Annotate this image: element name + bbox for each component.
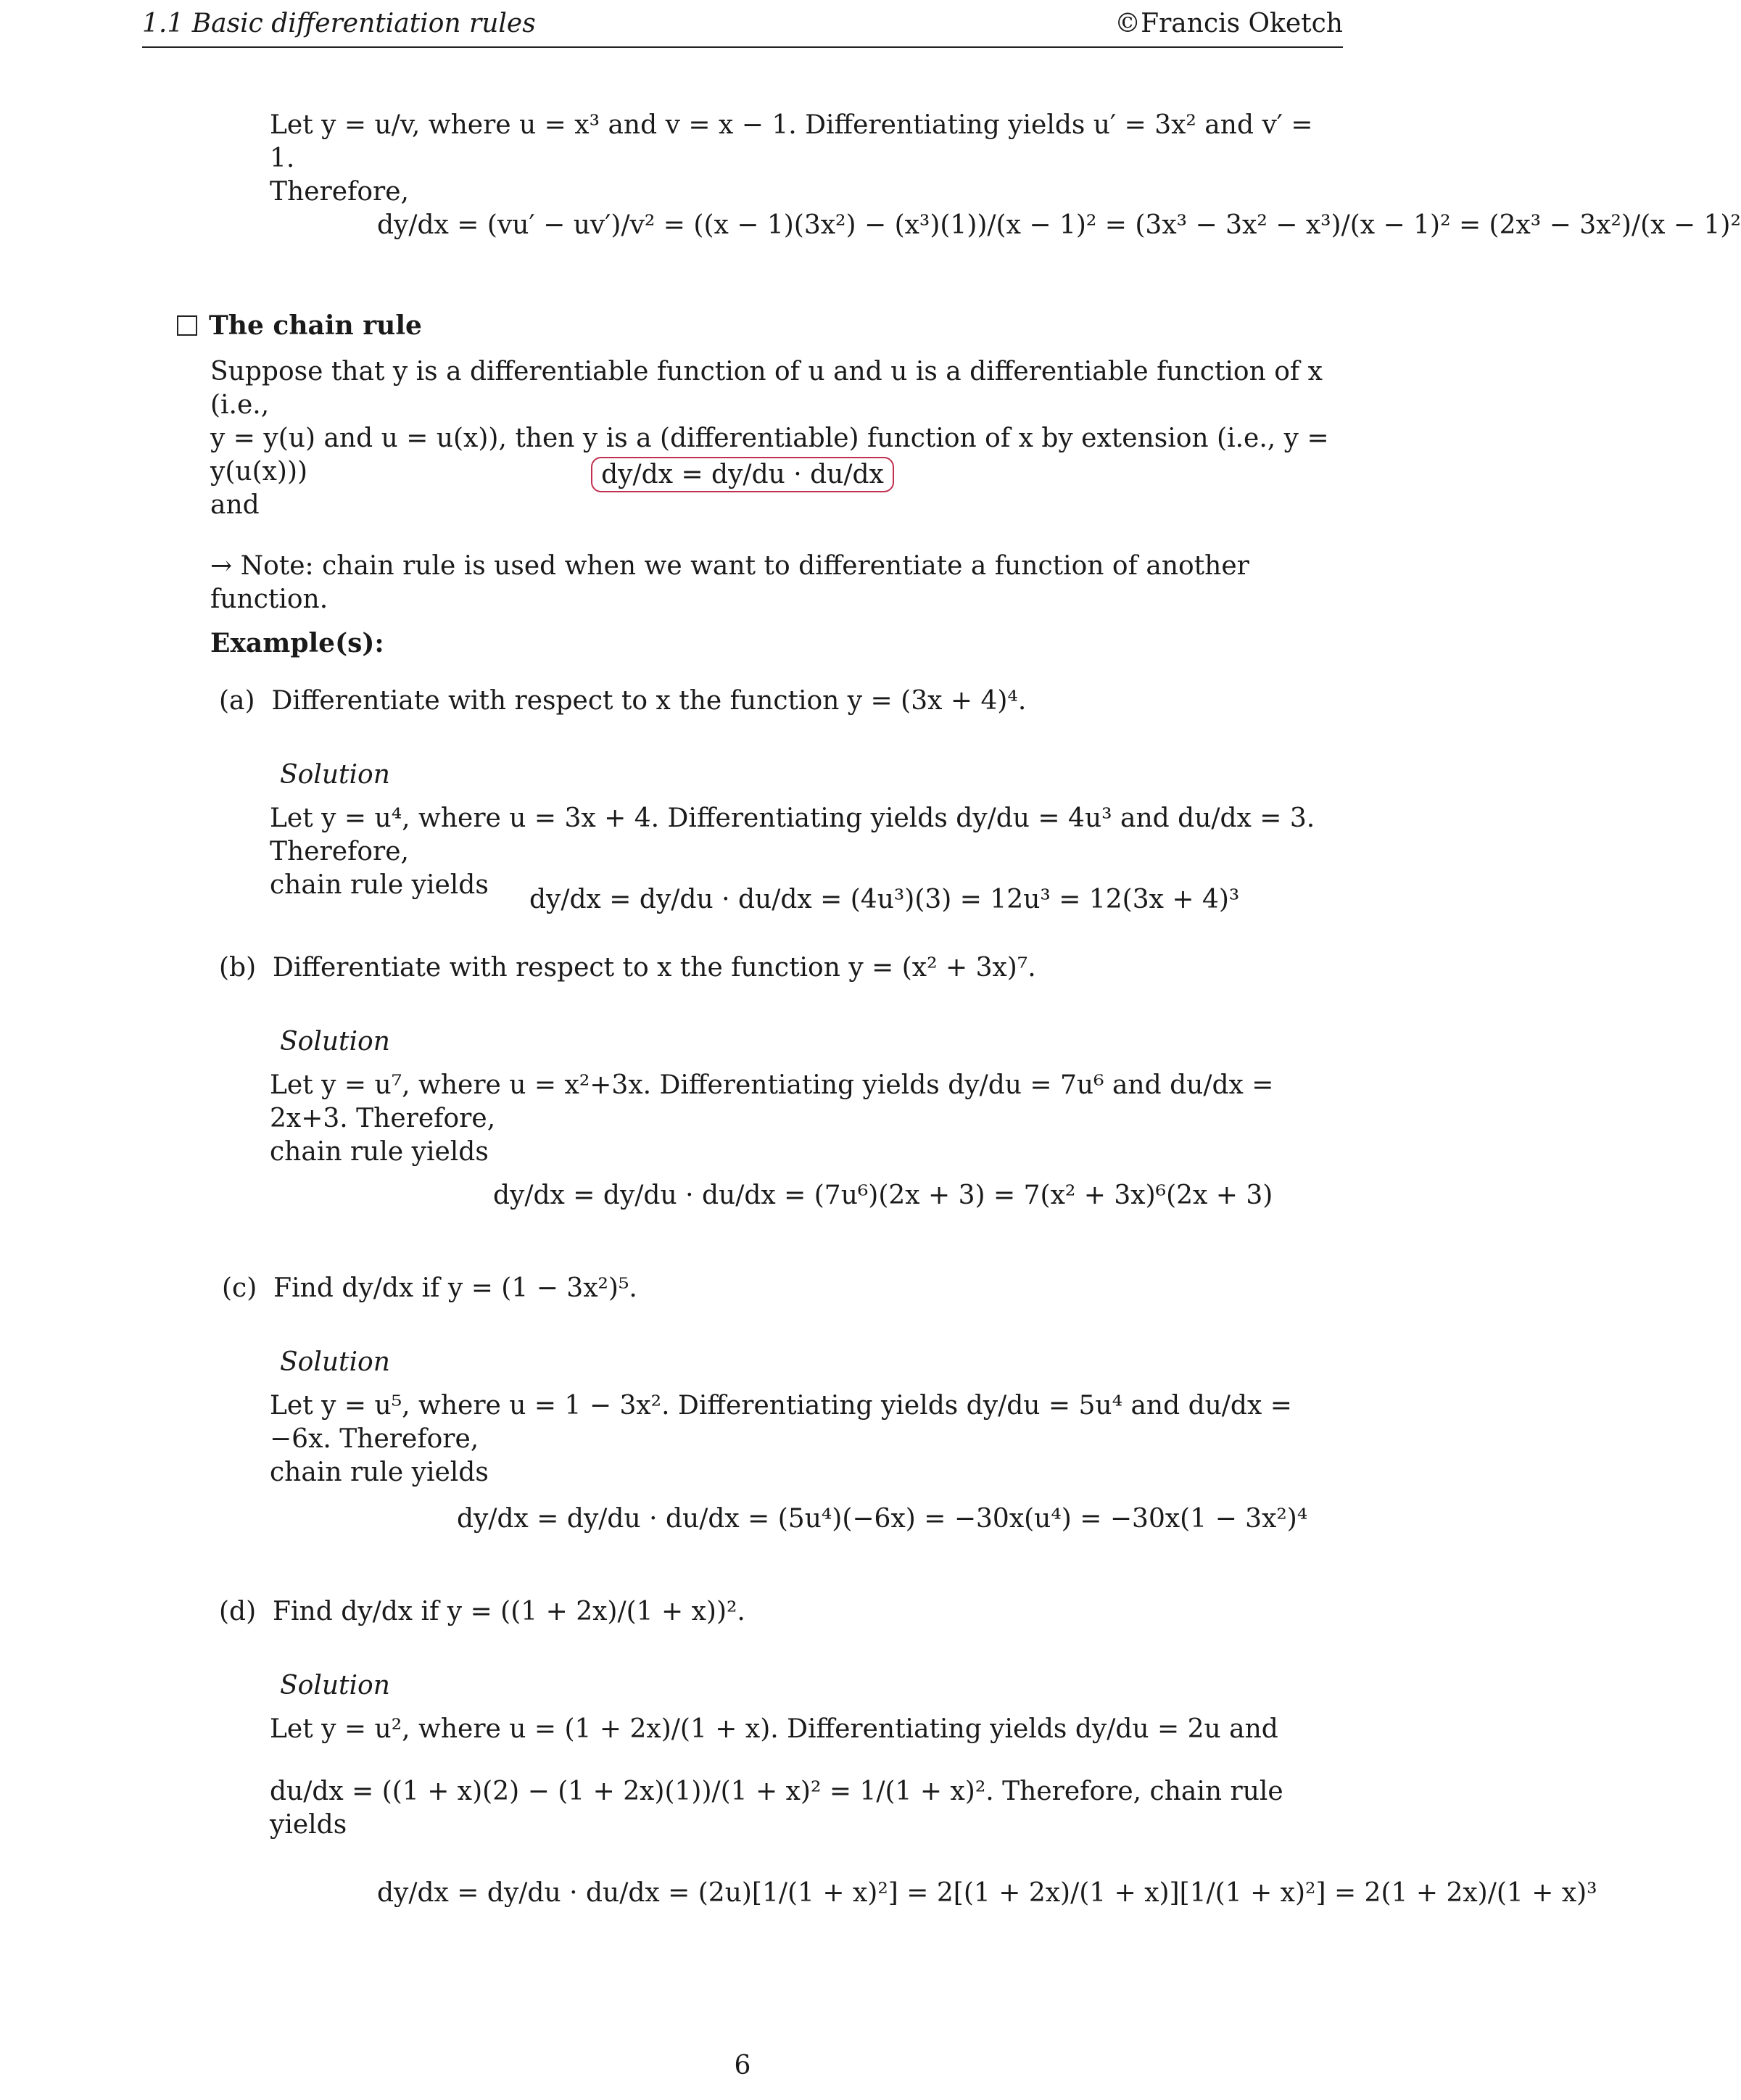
chain-rule-para-line1: Suppose that y is a differentiable function of u and u is a differentiable function of x (i.e.,	[210, 357, 1323, 420]
chain-rule-paragraph	[210, 355, 1341, 522]
example-d-equation: dy/dx = dy/du · du/dx = (2u)[1/(1 + x)²] = 2[(1 + 2x)/(1 + x)][1/(1 + x)²] = 2(1 + 2x)/(1 + x)³	[377, 1878, 1597, 1908]
chain-rule-formula-wrap	[0, 457, 1485, 492]
quotient-intro-line1: Let y = u/v, where u = x³ and v = x − 1. Differentiating yields u′ = 3x² and v′ = 1.	[270, 110, 1313, 173]
examples-heading: Example(s):	[210, 628, 384, 658]
chain-rule-boxed-formula: dy/dx = dy/du · du/dx	[591, 457, 894, 492]
example-b-line2: chain rule yields	[270, 1137, 489, 1167]
chain-rule-note: → Note: chain rule is used when we want to differentiate a function of another function.	[210, 551, 1249, 614]
example-c-label: (c)	[222, 1273, 257, 1303]
example-d-line2: du/dx = ((1 + x)(2) − (1 + 2x)(1))/(1 + x)² = 1/(1 + x)². Therefore, chain rule yields	[270, 1777, 1283, 1840]
header-rule	[142, 46, 1343, 48]
quotient-intro-line2: Therefore,	[270, 177, 409, 207]
example-a-question-text: Differentiate with respect to x the function y = (3x + 4)⁴.	[271, 686, 1027, 716]
example-a-line2: chain rule yields	[270, 870, 489, 900]
example-b-solution-text	[270, 1069, 1343, 1169]
quotient-equation: dy/dx = (vu′ − uv′)/v² = ((x − 1)(3x²) − (x³)(1))/(x − 1)² = (3x³ − 3x² − x³)/(x − 1)² = (2x³ − 3x²)/(x − 1)²	[377, 210, 1741, 240]
chain-rule-heading	[177, 310, 422, 341]
running-header-section: 1.1 Basic differentiation rules	[142, 9, 536, 38]
example-c-solution-text	[270, 1389, 1343, 1489]
example-b-label: (b)	[219, 953, 257, 983]
example-d-solution-text	[270, 1713, 1343, 1842]
chain-rule-heading-text: The chain rule	[209, 310, 422, 341]
example-a-line1: Let y = u⁴, where u = 3x + 4. Differentiating yields dy/du = 4u³ and du/dx = 3. Therefore,	[270, 803, 1315, 867]
example-c-equation: dy/dx = dy/du · du/dx = (5u⁴)(−6x) = −30x(u⁴) = −30x(1 − 3x²)⁴	[457, 1504, 1308, 1534]
example-a-equation: dy/dx = dy/du · du/dx = (4u³)(3) = 12u³ = 12(3x + 4)³	[529, 885, 1240, 914]
example-d-label: (d)	[219, 1597, 257, 1626]
checkbox-icon	[177, 315, 197, 336]
example-b-solution-label: Solution	[280, 1027, 390, 1057]
example-c-question	[222, 1272, 637, 1305]
example-b-line1: Let y = u⁷, where u = x²+3x. Differentiating yields dy/du = 7u⁶ and du/dx = 2x+3. Therefore,	[270, 1070, 1274, 1133]
quotient-example-text	[270, 109, 1343, 209]
example-b-equation: dy/dx = dy/du · du/dx = (7u⁶)(2x + 3) = 7(x² + 3x)⁶(2x + 3)	[493, 1181, 1273, 1210]
example-a-label: (a)	[219, 686, 255, 716]
example-b-question-text: Differentiate with respect to x the function y = (x² + 3x)⁷.	[273, 953, 1036, 983]
example-a-solution-label: Solution	[280, 760, 390, 790]
example-b-question	[219, 951, 1036, 985]
example-c-question-text: Find dy/dx if y = (1 − 3x²)⁵.	[273, 1273, 637, 1303]
chain-rule-para-line3: and	[210, 490, 260, 520]
chain-rule-para-line2: y = y(u) and u = u(x)), then y is a (differentiable) function of x by extension (i.e., y = y(u(x)))	[210, 423, 1329, 487]
page-number: 6	[734, 2051, 751, 2080]
example-d-question	[219, 1595, 745, 1629]
example-a-question	[219, 685, 1026, 718]
example-d-question-text: Find dy/dx if y = ((1 + 2x)/(1 + x))².	[273, 1597, 745, 1626]
example-d-line1: Let y = u², where u = (1 + 2x)/(1 + x). Differentiating yields dy/du = 2u and	[270, 1714, 1278, 1744]
running-header-author: ©Francis Oketch	[1115, 9, 1343, 38]
example-c-line1: Let y = u⁵, where u = 1 − 3x². Differentiating yields dy/du = 5u⁴ and du/dx = −6x. Therefore,	[270, 1391, 1292, 1454]
example-d-solution-label: Solution	[280, 1671, 390, 1700]
example-c-solution-label: Solution	[280, 1347, 390, 1377]
example-c-line2: chain rule yields	[270, 1458, 489, 1487]
